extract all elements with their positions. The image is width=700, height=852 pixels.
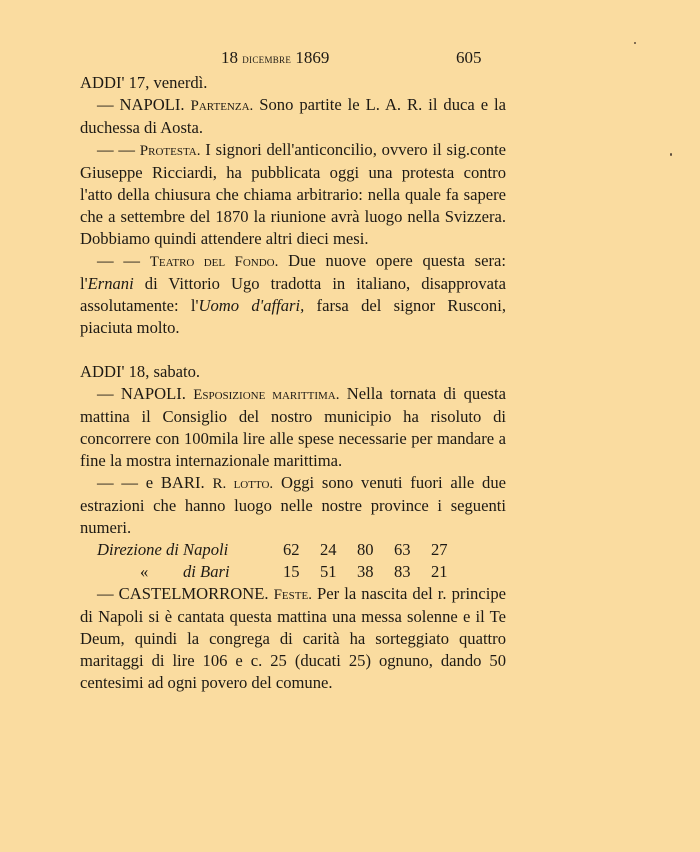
running-header [0,46,700,70]
entry-tag: R. lotto. [212,476,274,492]
header-date: 18 dicembre 1869 [221,48,330,67]
ditto-mark: « [140,562,149,581]
lotto-number: 63 [394,540,411,559]
lotto-number: 21 [431,562,448,581]
lotto-number: 38 [357,562,374,581]
day-heading-18: ADDI' 18, sabato. [80,362,201,381]
page-body [80,72,506,694]
lotto-number: 15 [283,562,300,581]
lotto-number: 62 [283,540,300,559]
entry-tag: Partenza. [190,98,254,114]
entry-teatro-del-fondo: — — Teatro del Fondo. Due nuove opere questa sera: l'Ernani di Vittorio Ugo tradotta in italiano, disapprovata assolutamente: l'Uomo d'affari, farsa del signor Rusconi, piaciuta molto. [80,251,506,337]
day-heading-17: ADDI' 17, venerdì. [80,73,208,92]
lotto-row-bari [80,561,506,583]
entry-tag: Protesta. [139,143,201,159]
entry-tag: Teatro del Fondo. [149,254,279,270]
section-gap [80,339,506,361]
entry-napoli-partenza: — NAPOLI. Partenza. Sono partite le L. A. R. il duca e la duchessa di Aosta. [80,95,506,137]
lotto-number: 83 [394,562,411,581]
paper-speck [670,153,672,156]
entry-protesta: — — Protesta. I signori dell'anticoncilio, ovvero il sig.conte Giuseppe Ricciardi, ha pubblicata oggi una protesta contro l'atto della chiusura che chiama arbitrario: nella quale fa sapere che a settembre del 1870 la riunione avrà luogo nella Svizzera. Dobbiamo quindi attendere altri dieci mesi. [80,140,506,248]
paper-speck [634,42,636,44]
lotto-number: 51 [320,562,337,581]
entry-esposizione-marittima: — NAPOLI. Esposizione marittima. Nella tornata di questa mattina il Consiglio del nostro municipio ha risoluto di concorrere con 100mila lire alle spese necessarie per mandare a fine la mostra internazionale marittima. [80,384,506,470]
lotto-number: 24 [320,540,337,559]
entry-tag: Esposizione marittima. [193,387,340,403]
entry-tag: Feste. [273,587,312,603]
lotto-label: di Bari [183,562,230,581]
lotto-number: 80 [357,540,374,559]
lotto-label: Direzione di Napoli [97,540,229,559]
entry-castelmorrone: — CASTELMORRONE. Feste. Per la nascita del r. principe di Napoli si è cantata questa mattina una messa solenne e il Te Deum, quindi la congrega di carità ha sorteggiato quattro maritaggi di lire 106 e c. 25 (ducati 25) ognuno, dando 50 centesimi ad ogni povero del comune. [80,584,506,692]
lotto-row-napoli [80,539,506,561]
entry-lotto: — — e BARI. R. lotto. Oggi sono venuti fuori alle due estrazioni che hanno luogo nelle nostre province i seguenti numeri. [80,473,507,537]
page-number: 605 [456,48,482,67]
lotto-number: 27 [431,540,448,559]
